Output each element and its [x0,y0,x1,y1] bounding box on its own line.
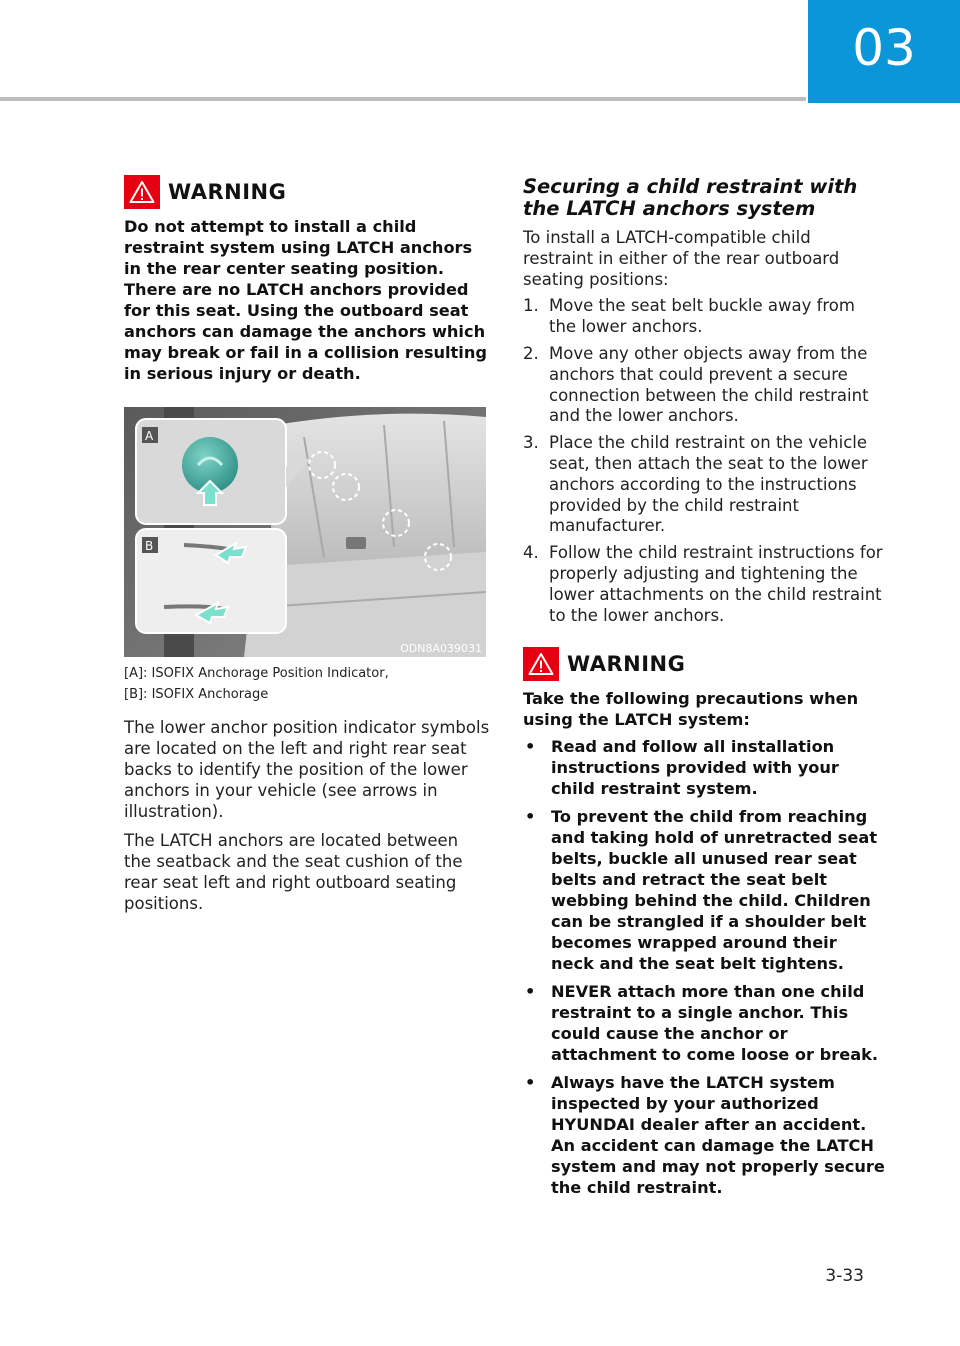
warning-title: WARNING [168,180,287,204]
seat-illustration [124,407,486,657]
warning-triangle-icon [523,647,559,681]
warning-title: WARNING [567,652,686,677]
warning-block [523,644,885,1198]
list-item: • To prevent the child from reaching and taking hold of unretracted seat belts, buckle all unused rear seat belts and retract the seat belt webbing behind the child. Children can be strangled if a shoulder belt becomes wrapped around their neck and the seat belt tightens. [525,807,878,974]
steps-list [523,296,885,626]
right-column [523,172,885,1205]
list-item: • Always have the LATCH system inspected by your authorized HYUNDAI dealer after an accident. An accident can damage the LATCH system and may not properly secure the child restraint. [525,1073,885,1198]
seat-photo [124,407,486,657]
list-item: • NEVER attach more than one child restraint to a single anchor. This could cause the anchor or attachment to come loose or break. [525,982,879,1065]
figure-code: ODN8A039031 [400,642,482,655]
warning-intro: Take the following precautions when using the LATCH system: [523,689,859,730]
warning-header [124,172,490,212]
paragraph-indicator: The lower anchor position indicator symbols are located on the left and right rear seat backs to identify the position of the lower anchors in your vehicle (see arrows in illustration). [124,718,490,821]
left-column [124,172,490,914]
caption-b: [B]: ISOFIX Anchorage [124,687,269,702]
warning-text: Do not attempt to install a child restraint system using LATCH anchors in the rear center seating position. There are no LATCH anchors provided for this seat. Using the outboard seat anchors can damage the anchors which may break or fail in a collision resulting in serious injury or death. [124,217,487,383]
warning-header [523,644,885,684]
figure-caption [124,663,490,705]
chapter-number: 03 [852,18,916,77]
section-intro: To install a LATCH-compatible child restraint in either of the rear outboard seating positions: [523,228,840,289]
label-a: A [145,429,154,443]
header-rule [0,97,806,101]
page-number: 3-33 [825,1266,864,1286]
list-item: 2. Move any other objects away from the anchors that could prevent a secure connection between the child restraint and the lower anchors. [523,343,869,426]
warning-bullets [523,736,885,1198]
list-item: 1. Move the seat belt buckle away from the lower anchors. [523,296,855,337]
caption-a: [A]: ISOFIX Anchorage Position Indicator, [124,666,389,681]
chapter-tab [808,0,960,103]
list-item: 3. Place the child restraint on the vehicle seat, then attach the seat to the lower anchors according to the instructions provided by the child restraint manufacturer. [523,433,868,536]
warning-triangle-icon [124,175,160,209]
label-b: B [145,539,154,553]
list-item: 4. Follow the child restraint instructions for properly adjusting and tightening the lower attachments on the child restraint to the lower anchors. [523,543,883,625]
section-title: Securing a child restraint with the LATCH anchors system [523,175,858,220]
paragraph-anchors: The LATCH anchors are located between the seatback and the seat cushion of the rear seat left and right outboard seating positions. [124,831,463,913]
list-item: • Read and follow all installation instructions provided with your child restraint system. [525,737,839,799]
